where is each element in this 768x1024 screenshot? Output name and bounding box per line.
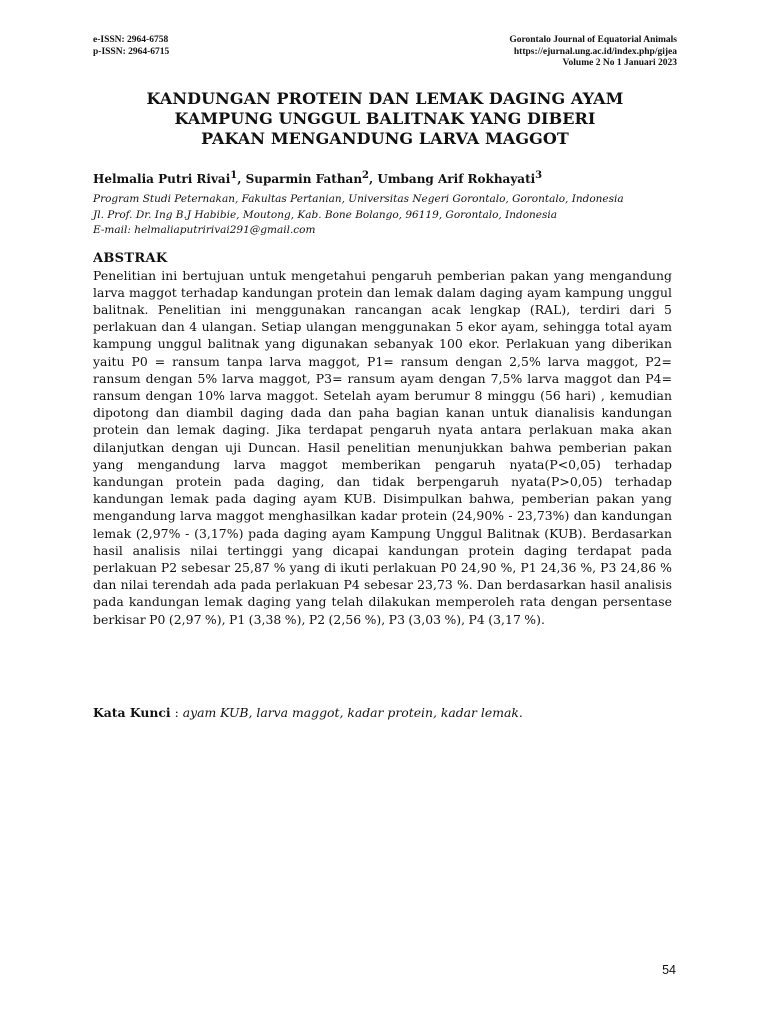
page-number: 54 <box>662 963 676 977</box>
affiliation-block <box>93 192 677 239</box>
keywords-separator: : <box>170 705 183 720</box>
abstract-heading: ABSTRAK <box>93 251 168 266</box>
author-separator: , <box>237 172 246 186</box>
author-2: Suparmin Fathan <box>245 172 363 186</box>
eissn-text: e-ISSN: 2964-6758 <box>93 35 169 45</box>
affiliation-address: Jl. Prof. Dr. Ing B.J Habibie, Moutong, Kab. Bone Bolango, 96119, Gorontalo, Indonesia <box>93 208 558 221</box>
author-3-affil-mark: 3 <box>535 170 543 181</box>
author-separator: , <box>369 172 378 186</box>
author-3: Umbang Arif Rokhayati <box>377 172 536 186</box>
author-2-affil-mark: 2 <box>362 170 370 181</box>
journal-url[interactable]: https://ejurnal.ung.ac.id/index.php/gijea <box>513 46 677 57</box>
author-1-affil-mark: 1 <box>230 170 238 181</box>
keywords-line <box>93 704 523 721</box>
journal-info-block <box>509 35 677 70</box>
journal-name: Gorontalo Journal of Equatorial Animals <box>509 35 677 45</box>
author-list <box>93 168 542 187</box>
paper-title <box>93 89 677 149</box>
title-line-2: KAMPUNG UNGGUL BALITNAK YANG DIBERI <box>174 109 596 128</box>
affiliation-email[interactable]: E-mail: helmaliaputririvai291@gmail.com <box>93 224 316 236</box>
journal-volume: Volume 2 No 1 Januari 2023 <box>562 58 677 68</box>
abstract-body: Penelitian ini bertujuan untuk mengetahui pengaruh pemberian pakan yang mengandung larva maggot terhadap kandungan protein dan lemak dalam daging ayam kampung unggul balitnak. Penelitian ini menggunakan rancangan acak lengkap (RAL), terdiri dari 5 perlakuan dan 4 ulangan. Setiap ulangan menggunakan 5 ekor ayam, sehingga total ayam kampung unggul balitnak yang digunakan sebanyak 100 ekor. Perlakuan yang diberikan yaitu P0 = ransum tanpa larva maggot, P1= ransum dengan 2,5% larva maggot, P2= ransum dengan 5% larva maggot, P3= ransum ayam dengan 7,5% larva maggot dan P4= ransum dengan 10% larva maggot. Setelah ayam berumur 8 minggu (56 hari) , kemudian dipotong dan diambil daging dada dan paha bagian kanan untuk dianalisis kandungan protein dan lemak daging. Jika terdapat pengaruh nyata antara perlakuan maka akan dilanjutkan dengan uji Duncan. Hasil penelitian menunjukkan bahwa pemberian pakan yang mengandung larva maggot memberikan pengaruh nyata(P<0,05) terhadap kandungan protein pada daging, dan tidak berpengaruh nyata(P>0,05) terhadap kandungan lemak pada daging ayam KUB. Disimpulkan bahwa, pemberian pakan yang mengandung larva maggot menghasilkan kadar protein (24,90% - 23,73%) dan kandungan lemak (2,97% - (3,17%) pada daging ayam Kampung Unggul Balitnak (KUB). Berdasarkan hasil analisis nilai tertinggi yang dicapai kandungan protein daging terdapat pada perlakuan P2 sebesar 25,87 % yang di ikuti perlakuan P0 24,90 %, P1 24,36 %, P3 24,86 % dan nilai terendah ada pada perlakuan P4 sebesar 23,73 %. Dan berdasarkan hasil analisis pada kandungan lemak daging yang telah dilakukan memperoleh rata dengan persentase berkisar P0 (2,97 %), P1 (3,38 %), P2 (2,56 %), P3 (3,03 %), P4 (3,17 %). <box>93 267 672 627</box>
title-line-1: KANDUNGAN PROTEIN DAN LEMAK DAGING AYAM <box>146 89 624 108</box>
pissn-text: p-ISSN: 2964-6715 <box>93 46 170 57</box>
author-1: Helmalia Putri Rivai <box>93 172 231 186</box>
title-line-3: PAKAN MENGANDUNG LARVA MAGGOT <box>201 129 569 148</box>
keywords-label: Kata Kunci <box>93 705 171 720</box>
issn-block <box>93 35 169 58</box>
affiliation-institution: Program Studi Peternakan, Fakultas Pertanian, Universitas Negeri Gorontalo, Gorontalo, Indonesia <box>93 193 624 205</box>
keywords-value: ayam KUB, larva maggot, kadar protein, kadar lemak. <box>182 705 523 720</box>
